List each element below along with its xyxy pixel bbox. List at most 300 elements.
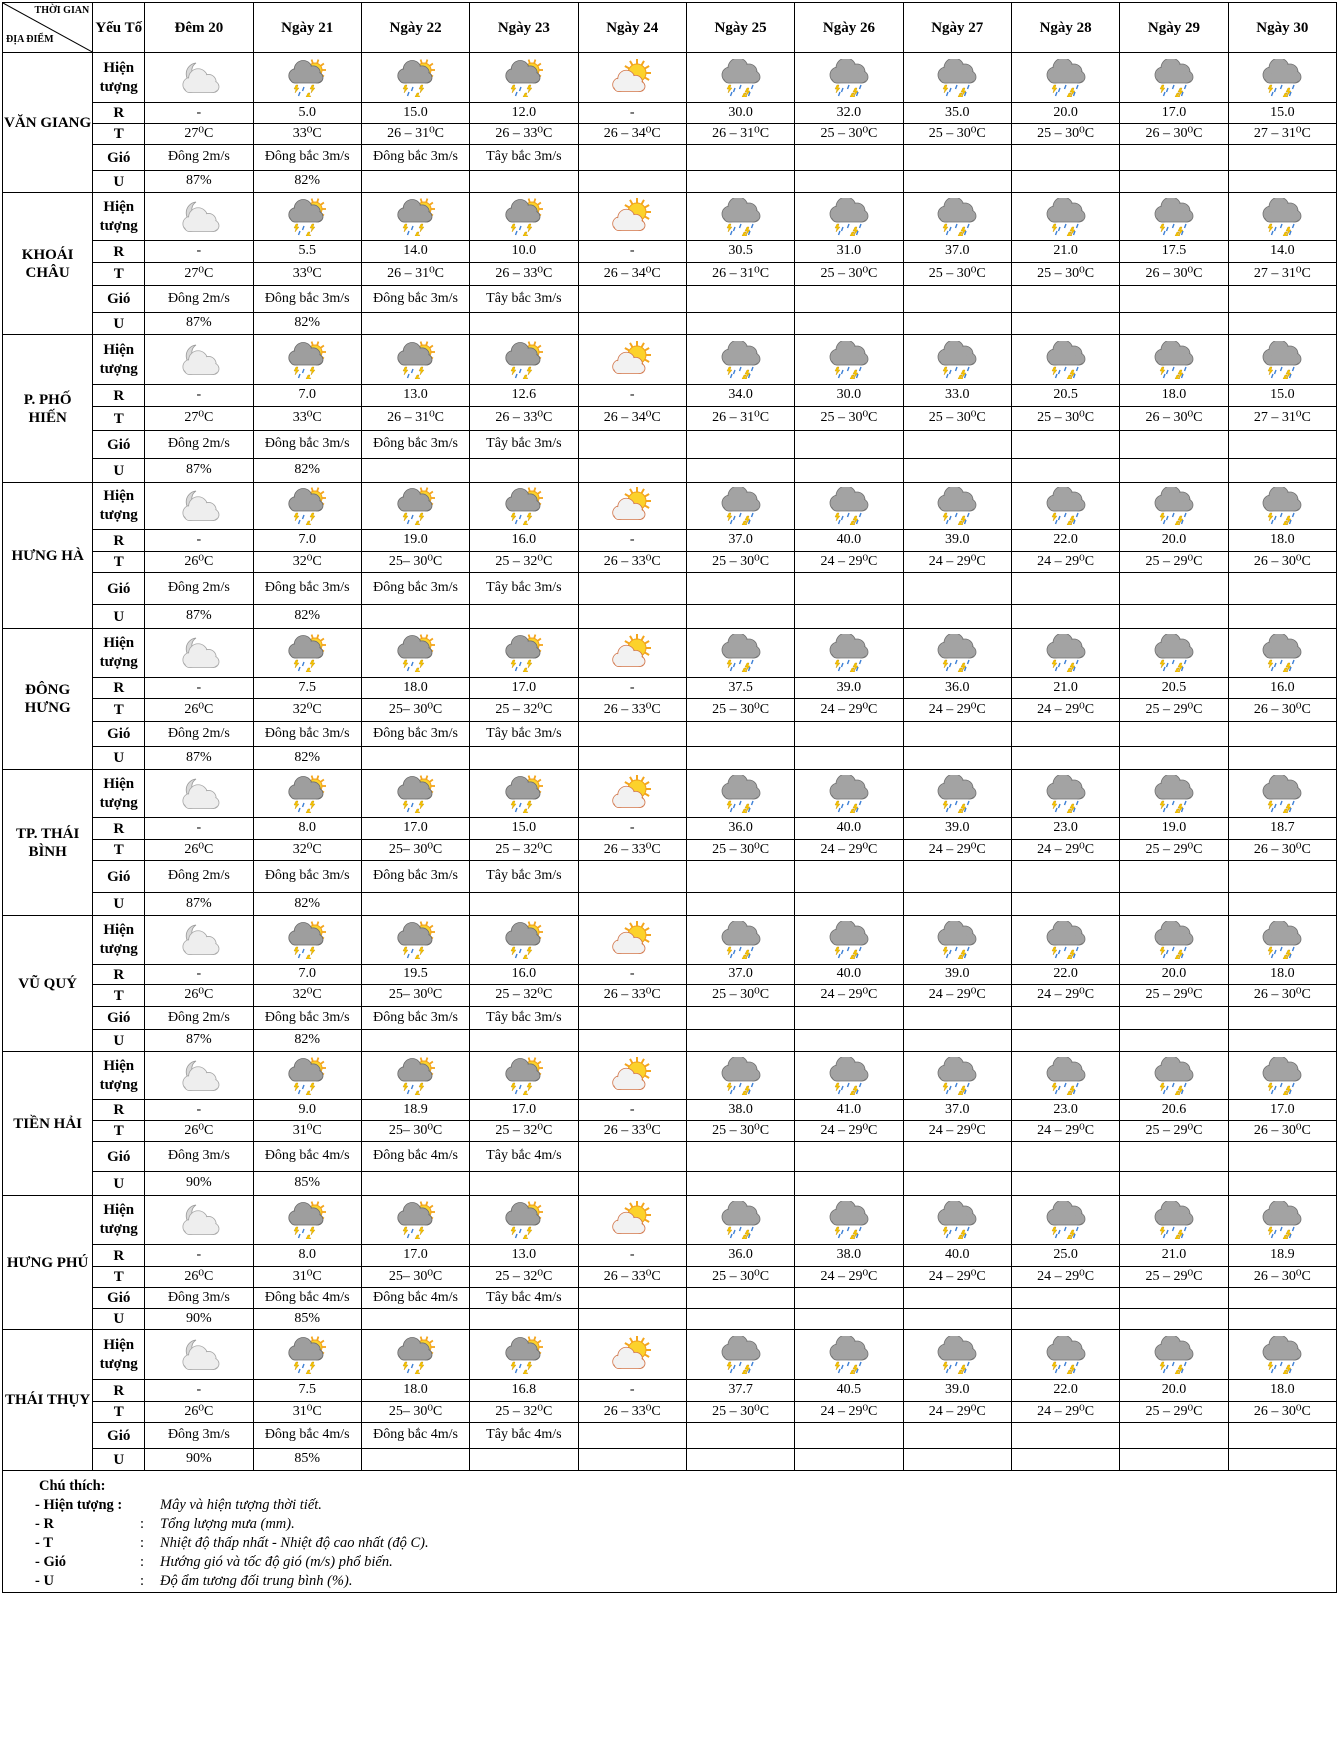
empty-cell xyxy=(795,431,903,459)
location-name: HƯNG PHÚ xyxy=(3,1196,93,1330)
rainfall-cell: - xyxy=(145,1380,253,1402)
weather-icon-cell xyxy=(1120,193,1228,241)
weather-icon-cell xyxy=(686,1196,794,1245)
rainfall-cell: 35.0 xyxy=(903,103,1011,124)
legend-key: - T xyxy=(35,1535,53,1551)
factor-label-r: R xyxy=(93,678,145,699)
wind-cell: Đông bắc 3m/s xyxy=(253,145,361,171)
weather-icon-cell xyxy=(145,1330,253,1380)
thunderstorm-sun-icon xyxy=(362,487,469,525)
empty-cell xyxy=(795,459,903,483)
empty-cell xyxy=(470,171,578,193)
empty-cell xyxy=(1228,1288,1336,1309)
row-rainfall xyxy=(3,103,1337,124)
empty-cell xyxy=(903,861,1011,893)
weather-icon-cell xyxy=(1228,193,1336,241)
legend xyxy=(2,1471,1337,1593)
row-rainfall xyxy=(3,965,1337,985)
empty-cell xyxy=(1228,1030,1336,1052)
rainfall-cell: 22.0 xyxy=(1011,530,1119,552)
row-wind xyxy=(3,1007,1337,1030)
empty-cell xyxy=(1011,313,1119,335)
temperature-cell: 25– 30⁰C xyxy=(361,1267,469,1288)
rainfall-cell: 25.0 xyxy=(1011,1245,1119,1267)
thunderstorm-icon xyxy=(904,1057,1011,1095)
temperature-cell: 24 – 29⁰C xyxy=(1011,552,1119,573)
empty-cell xyxy=(1011,605,1119,629)
thunderstorm-icon xyxy=(1229,1201,1336,1239)
row-rainfall xyxy=(3,241,1337,263)
temperature-cell: 25 – 32⁰C xyxy=(470,1267,578,1288)
rainfall-cell: 7.5 xyxy=(253,1380,361,1402)
temperature-cell: 25 – 30⁰C xyxy=(686,552,794,573)
weather-icon-cell xyxy=(253,1196,361,1245)
empty-cell xyxy=(1120,573,1228,605)
weather-icon-cell xyxy=(470,916,578,965)
thunderstorm-sun-icon xyxy=(470,1336,577,1374)
empty-cell xyxy=(903,1449,1011,1471)
rainfall-cell: 8.0 xyxy=(253,1245,361,1267)
temperature-cell: 26 – 33⁰C xyxy=(578,840,686,861)
thunderstorm-icon xyxy=(795,1057,902,1095)
temperature-cell: 25 – 29⁰C xyxy=(1120,985,1228,1007)
weather-icon-cell xyxy=(578,193,686,241)
row-rainfall xyxy=(3,385,1337,407)
empty-cell xyxy=(903,1142,1011,1172)
weather-icon-cell xyxy=(903,629,1011,678)
temperature-cell: 26 – 33⁰C xyxy=(578,1267,686,1288)
temperature-cell: 26 – 30⁰C xyxy=(1228,985,1336,1007)
night-cloud-icon xyxy=(145,341,252,379)
legend-colon: : xyxy=(140,1554,145,1570)
empty-cell xyxy=(361,459,469,483)
wind-cell: Đông 2m/s xyxy=(145,1007,253,1030)
row-rainfall xyxy=(3,678,1337,699)
temperature-cell: 26 – 33⁰C xyxy=(578,1402,686,1423)
row-humidity xyxy=(3,893,1337,916)
thunderstorm-icon xyxy=(795,198,902,236)
factor-label-gio: Gió xyxy=(93,1423,145,1449)
temperature-cell: 26 – 30⁰C xyxy=(1228,840,1336,861)
weather-icon-cell xyxy=(253,1330,361,1380)
thunderstorm-icon xyxy=(1229,198,1336,236)
temperature-cell: 24 – 29⁰C xyxy=(903,985,1011,1007)
weather-icon-cell xyxy=(1120,1196,1228,1245)
temperature-cell: 26⁰C xyxy=(145,840,253,861)
empty-cell xyxy=(1120,893,1228,916)
temperature-cell: 26⁰C xyxy=(145,985,253,1007)
empty-cell xyxy=(470,605,578,629)
empty-cell xyxy=(903,431,1011,459)
location-name: TIỀN HẢI xyxy=(3,1052,93,1196)
wind-cell: Đông 3m/s xyxy=(145,1288,253,1309)
temperature-cell: 26 – 33⁰C xyxy=(578,699,686,722)
thunderstorm-sun-icon xyxy=(254,775,361,813)
empty-cell xyxy=(903,1288,1011,1309)
rainfall-cell: - xyxy=(578,1380,686,1402)
empty-cell xyxy=(578,573,686,605)
empty-cell xyxy=(1120,605,1228,629)
humidity-cell: 85% xyxy=(253,1309,361,1330)
factor-label-u: U xyxy=(93,747,145,770)
empty-cell xyxy=(1120,431,1228,459)
rainfall-cell: 37.0 xyxy=(903,241,1011,263)
weather-icon-cell xyxy=(145,916,253,965)
empty-cell xyxy=(578,1423,686,1449)
rainfall-cell: - xyxy=(578,1245,686,1267)
thunderstorm-icon xyxy=(1120,1336,1227,1374)
sun-cloud-icon xyxy=(579,487,686,525)
thunderstorm-icon xyxy=(1229,487,1336,525)
rainfall-cell: - xyxy=(145,385,253,407)
thunderstorm-sun-icon xyxy=(362,634,469,672)
row-hien-tuong xyxy=(3,629,1337,678)
wind-cell: Đông 2m/s xyxy=(145,145,253,171)
empty-cell xyxy=(1011,1423,1119,1449)
rainfall-cell: 7.0 xyxy=(253,530,361,552)
row-humidity xyxy=(3,605,1337,629)
legend-item xyxy=(35,1515,1336,1534)
temperature-cell: 24 – 29⁰C xyxy=(795,552,903,573)
wind-cell: Đông bắc 3m/s xyxy=(253,431,361,459)
temperature-cell: 24 – 29⁰C xyxy=(903,1121,1011,1142)
empty-cell xyxy=(795,722,903,747)
empty-cell xyxy=(1228,313,1336,335)
thunderstorm-icon xyxy=(795,341,902,379)
wind-cell: Đông bắc 4m/s xyxy=(253,1142,361,1172)
weather-icon-cell xyxy=(1228,629,1336,678)
thunderstorm-icon xyxy=(904,775,1011,813)
rainfall-cell: 40.0 xyxy=(795,530,903,552)
thunderstorm-icon xyxy=(1120,487,1227,525)
weather-icon-cell xyxy=(1011,193,1119,241)
thunderstorm-sun-icon xyxy=(470,775,577,813)
night-cloud-icon xyxy=(145,634,252,672)
weather-icon-cell xyxy=(903,53,1011,103)
temperature-cell: 26 – 31⁰C xyxy=(686,124,794,145)
rainfall-cell: 18.0 xyxy=(1228,1380,1336,1402)
weather-icon-cell xyxy=(1228,1052,1336,1100)
weather-icon-cell xyxy=(253,193,361,241)
empty-cell xyxy=(1120,747,1228,770)
wind-cell: Tây bắc 3m/s xyxy=(470,431,578,459)
temperature-cell: 24 – 29⁰C xyxy=(795,1121,903,1142)
row-humidity xyxy=(3,459,1337,483)
factor-label-t: T xyxy=(93,1267,145,1288)
wind-cell: Đông 2m/s xyxy=(145,431,253,459)
rainfall-cell: 16.0 xyxy=(470,530,578,552)
empty-cell xyxy=(1228,1142,1336,1172)
factor-label-r: R xyxy=(93,1380,145,1402)
rainfall-cell: 8.0 xyxy=(253,818,361,840)
row-wind xyxy=(3,573,1337,605)
empty-cell xyxy=(686,1449,794,1471)
empty-cell xyxy=(686,459,794,483)
weather-icon-cell xyxy=(795,1330,903,1380)
temperature-cell: 26⁰C xyxy=(145,699,253,722)
thunderstorm-icon xyxy=(1120,341,1227,379)
thunderstorm-sun-icon xyxy=(254,1057,361,1095)
wind-cell: Tây bắc 4m/s xyxy=(470,1288,578,1309)
rainfall-cell: 16.0 xyxy=(470,965,578,985)
rainfall-cell: - xyxy=(145,530,253,552)
empty-cell xyxy=(795,605,903,629)
temperature-cell: 25 – 32⁰C xyxy=(470,840,578,861)
night-cloud-icon xyxy=(145,198,252,236)
weather-icon-cell xyxy=(1228,770,1336,818)
empty-cell xyxy=(361,1309,469,1330)
row-hien-tuong xyxy=(3,1052,1337,1100)
weather-icon-cell xyxy=(1228,1196,1336,1245)
temperature-cell: 26 – 33⁰C xyxy=(470,407,578,431)
thunderstorm-sun-icon xyxy=(470,1057,577,1095)
factor-label-gio: Gió xyxy=(93,431,145,459)
temperature-cell: 25 – 32⁰C xyxy=(470,1121,578,1142)
temperature-cell: 25 – 29⁰C xyxy=(1120,699,1228,722)
empty-cell xyxy=(903,286,1011,313)
wind-cell: Tây bắc 4m/s xyxy=(470,1423,578,1449)
legend-desc: Nhiệt độ thấp nhất - Nhiệt độ cao nhất (độ C). xyxy=(160,1535,429,1551)
weather-icon-cell xyxy=(253,53,361,103)
row-humidity xyxy=(3,313,1337,335)
weather-icon-cell xyxy=(145,53,253,103)
humidity-cell: 87% xyxy=(145,313,253,335)
factor-label-t: T xyxy=(93,985,145,1007)
temperature-cell: 26 – 33⁰C xyxy=(578,1121,686,1142)
thunderstorm-sun-icon xyxy=(470,921,577,959)
empty-cell xyxy=(578,171,686,193)
rainfall-cell: 19.0 xyxy=(361,530,469,552)
thunderstorm-sun-icon xyxy=(470,198,577,236)
thunderstorm-icon xyxy=(1012,487,1119,525)
legend-item xyxy=(35,1496,1336,1515)
thunderstorm-sun-icon xyxy=(362,1057,469,1095)
weather-icon-cell xyxy=(470,1196,578,1245)
rainfall-cell: 20.0 xyxy=(1120,965,1228,985)
temperature-cell: 26 – 33⁰C xyxy=(470,263,578,286)
empty-cell xyxy=(361,605,469,629)
empty-cell xyxy=(1011,1007,1119,1030)
factor-label-u: U xyxy=(93,1449,145,1471)
empty-cell xyxy=(686,1288,794,1309)
rainfall-cell: 16.0 xyxy=(1228,678,1336,699)
weather-icon-cell xyxy=(145,335,253,385)
factor-label-t: T xyxy=(93,1121,145,1142)
factor-label-t: T xyxy=(93,1402,145,1423)
weather-icon-cell xyxy=(903,1052,1011,1100)
empty-cell xyxy=(795,1288,903,1309)
row-temperature xyxy=(3,1121,1337,1142)
temperature-cell: 33⁰C xyxy=(253,407,361,431)
weather-icon-cell xyxy=(1011,1052,1119,1100)
rainfall-cell: - xyxy=(578,385,686,407)
factor-label-hien-tuong: Hiện tượng xyxy=(93,770,145,818)
col-header: Ngày 22 xyxy=(361,3,469,53)
temperature-cell: 26 – 31⁰C xyxy=(361,263,469,286)
weather-icon-cell xyxy=(470,193,578,241)
night-cloud-icon xyxy=(145,1057,252,1095)
wind-cell: Tây bắc 3m/s xyxy=(470,1007,578,1030)
humidity-cell: 82% xyxy=(253,171,361,193)
empty-cell xyxy=(795,1007,903,1030)
weather-icon-cell xyxy=(1228,335,1336,385)
temperature-cell: 25– 30⁰C xyxy=(361,699,469,722)
thunderstorm-sun-icon xyxy=(362,341,469,379)
wind-cell: Tây bắc 4m/s xyxy=(470,1142,578,1172)
rainfall-cell: 36.0 xyxy=(686,1245,794,1267)
thunderstorm-icon xyxy=(687,634,794,672)
night-cloud-icon xyxy=(145,921,252,959)
temperature-cell: 25 – 30⁰C xyxy=(686,840,794,861)
temperature-cell: 32⁰C xyxy=(253,840,361,861)
temperature-cell: 26 – 31⁰C xyxy=(686,263,794,286)
rainfall-cell: 13.0 xyxy=(470,1245,578,1267)
factor-label-u: U xyxy=(93,313,145,335)
empty-cell xyxy=(361,171,469,193)
empty-cell xyxy=(903,1030,1011,1052)
wind-cell: Đông bắc 3m/s xyxy=(361,573,469,605)
temperature-cell: 25 – 30⁰C xyxy=(903,263,1011,286)
temperature-cell: 25 – 29⁰C xyxy=(1120,1121,1228,1142)
temperature-cell: 24 – 29⁰C xyxy=(1011,985,1119,1007)
factor-label-hien-tuong: Hiện tượng xyxy=(93,1052,145,1100)
rainfall-cell: 39.0 xyxy=(795,678,903,699)
empty-cell xyxy=(795,171,903,193)
empty-cell xyxy=(470,893,578,916)
rainfall-cell: 18.0 xyxy=(1228,530,1336,552)
empty-cell xyxy=(1120,1172,1228,1196)
row-temperature xyxy=(3,1267,1337,1288)
thunderstorm-icon xyxy=(687,1336,794,1374)
rainfall-cell: 39.0 xyxy=(903,530,1011,552)
empty-cell xyxy=(470,1449,578,1471)
thunderstorm-icon xyxy=(687,921,794,959)
empty-cell xyxy=(1011,1309,1119,1330)
rainfall-cell: 18.0 xyxy=(361,678,469,699)
temperature-cell: 24 – 29⁰C xyxy=(1011,1121,1119,1142)
weather-icon-cell xyxy=(145,770,253,818)
temperature-cell: 25 – 30⁰C xyxy=(903,407,1011,431)
temperature-cell: 24 – 29⁰C xyxy=(903,1267,1011,1288)
thunderstorm-icon xyxy=(1120,1201,1227,1239)
empty-cell xyxy=(1120,286,1228,313)
empty-cell xyxy=(1120,1142,1228,1172)
weather-icon-cell xyxy=(253,483,361,530)
empty-cell xyxy=(1011,1172,1119,1196)
rainfall-cell: 40.0 xyxy=(795,965,903,985)
corner-location-label: ĐỊA ĐIỂM xyxy=(6,34,54,45)
weather-icon-cell xyxy=(145,1196,253,1245)
weather-icon-cell xyxy=(903,770,1011,818)
temperature-cell: 24 – 29⁰C xyxy=(795,1267,903,1288)
empty-cell xyxy=(361,893,469,916)
empty-cell xyxy=(361,1172,469,1196)
empty-cell xyxy=(1228,171,1336,193)
empty-cell xyxy=(1228,1449,1336,1471)
weather-icon-cell xyxy=(1011,770,1119,818)
temperature-cell: 25 – 30⁰C xyxy=(903,124,1011,145)
empty-cell xyxy=(1120,171,1228,193)
weather-icon-cell xyxy=(361,1052,469,1100)
empty-cell xyxy=(903,605,1011,629)
rainfall-cell: - xyxy=(578,965,686,985)
location-name: HƯNG HÀ xyxy=(3,483,93,629)
weather-icon-cell xyxy=(1120,335,1228,385)
forecast-table xyxy=(2,2,1337,1471)
factor-label-t: T xyxy=(93,407,145,431)
weather-icon-cell xyxy=(361,770,469,818)
weather-icon-cell xyxy=(470,629,578,678)
thunderstorm-sun-icon xyxy=(470,1201,577,1239)
thunderstorm-icon xyxy=(1012,1336,1119,1374)
legend-colon: : xyxy=(140,1535,145,1551)
legend-key: - R xyxy=(35,1516,54,1532)
factor-label-u: U xyxy=(93,1309,145,1330)
wind-cell: Đông bắc 3m/s xyxy=(361,431,469,459)
temperature-cell: 24 – 29⁰C xyxy=(1011,1267,1119,1288)
rainfall-cell: 41.0 xyxy=(795,1100,903,1121)
rainfall-cell: 10.0 xyxy=(470,241,578,263)
empty-cell xyxy=(1011,286,1119,313)
location-name: VĂN GIANG xyxy=(3,53,93,193)
corner-cell xyxy=(3,3,93,53)
empty-cell xyxy=(1011,1449,1119,1471)
wind-cell: Đông bắc 4m/s xyxy=(253,1423,361,1449)
temperature-cell: 24 – 29⁰C xyxy=(1011,699,1119,722)
rainfall-cell: - xyxy=(145,241,253,263)
empty-cell xyxy=(1228,145,1336,171)
factor-label-hien-tuong: Hiện tượng xyxy=(93,335,145,385)
temperature-cell: 24 – 29⁰C xyxy=(795,840,903,861)
temperature-cell: 25 – 29⁰C xyxy=(1120,552,1228,573)
rainfall-cell: - xyxy=(145,965,253,985)
sun-cloud-icon xyxy=(579,634,686,672)
temperature-cell: 26 – 30⁰C xyxy=(1228,1267,1336,1288)
thunderstorm-sun-icon xyxy=(254,487,361,525)
thunderstorm-icon xyxy=(687,341,794,379)
rainfall-cell: 12.6 xyxy=(470,385,578,407)
weather-icon-cell xyxy=(470,770,578,818)
temperature-cell: 31⁰C xyxy=(253,1121,361,1142)
legend-title: Chú thích: xyxy=(39,1478,106,1494)
temperature-cell: 27⁰C xyxy=(145,124,253,145)
weather-icon-cell xyxy=(578,335,686,385)
rainfall-cell: 20.5 xyxy=(1011,385,1119,407)
empty-cell xyxy=(686,171,794,193)
weather-icon-cell xyxy=(145,193,253,241)
thunderstorm-icon xyxy=(904,1336,1011,1374)
empty-cell xyxy=(470,1030,578,1052)
empty-cell xyxy=(686,313,794,335)
sun-cloud-icon xyxy=(579,1201,686,1239)
rainfall-cell: 19.0 xyxy=(1120,818,1228,840)
temperature-cell: 25 – 30⁰C xyxy=(795,124,903,145)
legend-item xyxy=(35,1572,1336,1591)
row-humidity xyxy=(3,1309,1337,1330)
rainfall-cell: 5.0 xyxy=(253,103,361,124)
row-temperature xyxy=(3,124,1337,145)
rainfall-cell: 15.0 xyxy=(470,818,578,840)
row-rainfall xyxy=(3,1380,1337,1402)
empty-cell xyxy=(686,1309,794,1330)
temperature-cell: 25– 30⁰C xyxy=(361,840,469,861)
empty-cell xyxy=(1120,1423,1228,1449)
empty-cell xyxy=(1228,573,1336,605)
rainfall-cell: - xyxy=(145,1245,253,1267)
rainfall-cell: 19.5 xyxy=(361,965,469,985)
legend-key: - U xyxy=(35,1573,54,1589)
temperature-cell: 24 – 29⁰C xyxy=(903,699,1011,722)
